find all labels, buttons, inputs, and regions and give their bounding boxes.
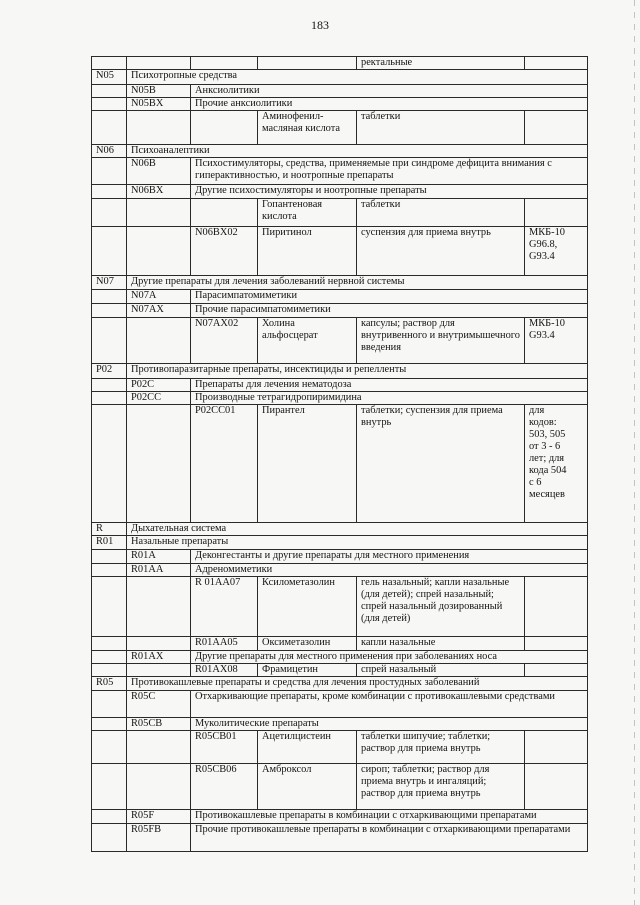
table-cell: капсулы; раствор для внутривенного и внутримышечного введения [357,318,525,364]
table-row [92,677,588,691]
table-cell [92,637,127,651]
table-cell: для кодов: 503, 505 от 3 - 6 лет; для кода 504 с 6 месяцев [525,405,588,523]
table-cell [92,111,127,145]
table-cell [191,57,258,70]
table-cell [127,637,191,651]
table-cell: P02C [127,379,191,392]
table-cell: Противопаразитарные препараты, инсектициды и репелленты [127,364,588,379]
table-cell: Другие препараты для местного применения при заболеваниях носа [191,651,588,664]
table-cell [127,764,191,810]
table-cell: R05C [127,691,191,718]
table-row [92,98,588,111]
table-cell [92,718,127,731]
table-cell: R 01AA07 [191,577,258,637]
table-row [92,290,588,304]
table-row [92,577,588,637]
table-row [92,185,588,199]
table-row [92,85,588,98]
table-cell: R01AX [127,651,191,664]
table-cell: Фрамицетин [258,664,357,677]
table-row [92,718,588,731]
table-cell [127,731,191,764]
table-cell [127,577,191,637]
table-cell: N07 [92,276,127,290]
table-cell: Психотропные средства [127,70,588,85]
table-cell [127,405,191,523]
table-cell: R [92,523,127,536]
table-cell: N05 [92,70,127,85]
table-cell [525,577,588,637]
table-cell: Парасимпатомиметики [191,290,588,304]
table-cell: R05 [92,677,127,691]
table-cell: Аминофенил- масляная кислота [258,111,357,145]
table-row [92,199,588,227]
table-cell: Оксиметазолин [258,637,357,651]
table-cell: Амброксол [258,764,357,810]
table-cell [92,199,127,227]
table-cell: Деконгестанты и другие препараты для местного применения [191,550,588,564]
table-row [92,824,588,852]
table-cell [92,764,127,810]
table-cell: сироп; таблетки; раствор для приема внутрь и ингаляций; раствор для приема внутрь [357,764,525,810]
table-row [92,145,588,158]
table-cell: N06 [92,145,127,158]
table-cell: N07AX [127,304,191,318]
table-cell: N06BX [127,185,191,199]
table-cell [525,731,588,764]
table-cell: Гопантеновая кислота [258,199,357,227]
drug-classification-table [91,56,588,852]
table-cell: таблетки [357,199,525,227]
table-row [92,70,588,85]
table-row [92,691,588,718]
table-cell [92,57,127,70]
table-cell [258,57,357,70]
table-cell: R01AX08 [191,664,258,677]
table-row [92,276,588,290]
table-row [92,536,588,550]
table-cell: Производные тетрагидропиримидина [191,392,588,405]
table-cell: Ксилометазолин [258,577,357,637]
table-cell: N06B [127,158,191,185]
table-cell: Другие препараты для лечения заболеваний нервной системы [127,276,588,290]
table-cell: Противокашлевые препараты и средства для лечения простудных заболеваний [127,677,588,691]
table-cell: Холина альфосцерат [258,318,357,364]
table-cell: Психоаналептики [127,145,588,158]
table-cell [127,199,191,227]
table-row [92,227,588,276]
table-cell: таблетки; суспензия для приема внутрь [357,405,525,523]
page-number: 183 [311,18,329,32]
table-cell: таблетки шипучие; таблетки; раствор для приема внутрь [357,731,525,764]
table-cell: R01AA [127,564,191,577]
table-cell: Отхаркивающие препараты, кроме комбинации с противокашлевыми средствами [191,691,588,718]
table-cell: N06BX02 [191,227,258,276]
table-cell: Прочие анксиолитики [191,98,588,111]
table-cell [127,227,191,276]
table-cell [92,185,127,199]
table-cell [525,111,588,145]
table-body [92,57,588,852]
table-cell [92,158,127,185]
table-row [92,651,588,664]
table-row [92,664,588,677]
table-cell [127,111,191,145]
table-cell: гель назальный; капли назальные (для детей); спрей назальный; спрей назальный дозированный (для детей) [357,577,525,637]
table-cell [525,637,588,651]
table-cell [92,379,127,392]
table-row [92,57,588,70]
scan-edge-mark [634,0,635,905]
table-cell: суспензия для приема внутрь [357,227,525,276]
table-cell: R01A [127,550,191,564]
table-row [92,523,588,536]
table-cell [92,318,127,364]
table-cell [92,98,127,111]
table-cell: Назальные препараты [127,536,588,550]
table-cell [92,304,127,318]
table-cell: P02CC [127,392,191,405]
table-cell [127,318,191,364]
table-cell [127,664,191,677]
table-cell: Пиритинол [258,227,357,276]
table-cell: Дыхательная система [127,523,588,536]
table-cell [525,57,588,70]
table-cell [92,731,127,764]
table-cell: N05B [127,85,191,98]
table-row [92,304,588,318]
table-row [92,637,588,651]
table-cell: R05FB [127,824,191,852]
table-cell [92,664,127,677]
table-cell [92,691,127,718]
table-cell: таблетки [357,111,525,145]
table-cell: Прочие противокашлевые препараты в комбинации с отхаркивающими препаратами [191,824,588,852]
table-cell: Муколитические препараты [191,718,588,731]
table-cell [92,824,127,852]
table-row [92,405,588,523]
table-cell [191,111,258,145]
table-cell [127,57,191,70]
table-cell: Анксиолитики [191,85,588,98]
table-row [92,111,588,145]
table-cell [92,651,127,664]
table-cell: N05BX [127,98,191,111]
table-cell [92,550,127,564]
table-cell [191,199,258,227]
table-cell [525,764,588,810]
table-row [92,764,588,810]
table-cell: R05CB [127,718,191,731]
table-row [92,158,588,185]
table-row [92,392,588,405]
table-cell: R01AA05 [191,637,258,651]
table-row [92,364,588,379]
table-cell [525,199,588,227]
table-cell [92,810,127,824]
table-cell: R01 [92,536,127,550]
table-row [92,550,588,564]
table-cell: Прочие парасимпатомиметики [191,304,588,318]
table-cell [92,227,127,276]
table-cell [92,405,127,523]
table-cell: Психостимуляторы, средства, применяемые при синдроме дефицита внимания с гиперактивностью, и ноотропные препараты [191,158,588,185]
table-row [92,564,588,577]
table-cell [92,85,127,98]
table-cell: Адреномиметики [191,564,588,577]
table-cell [92,392,127,405]
table-cell: МКБ-10 G93.4 [525,318,588,364]
table-cell: R05F [127,810,191,824]
table-cell: N07AX02 [191,318,258,364]
table-cell: Другие психостимуляторы и ноотропные препараты [191,185,588,199]
table-row [92,731,588,764]
table-cell [92,564,127,577]
table-cell: Препараты для лечения нематодоза [191,379,588,392]
table-cell: капли назальные [357,637,525,651]
table-cell: спрей назальный [357,664,525,677]
table-cell [92,577,127,637]
table-cell: R05CB01 [191,731,258,764]
table-cell: N07A [127,290,191,304]
table-cell: МКБ-10 G96.8, G93.4 [525,227,588,276]
table-cell [525,664,588,677]
table-row [92,379,588,392]
table-cell: Противокашлевые препараты в комбинации с отхаркивающими препаратами [191,810,588,824]
table-cell: P02CC01 [191,405,258,523]
table-cell: ректальные [357,57,525,70]
table-cell: R05CB06 [191,764,258,810]
table-row [92,318,588,364]
table-cell [92,290,127,304]
table-cell: P02 [92,364,127,379]
table-cell: Пирантел [258,405,357,523]
table-cell: Ацетилцистеин [258,731,357,764]
table-row [92,810,588,824]
